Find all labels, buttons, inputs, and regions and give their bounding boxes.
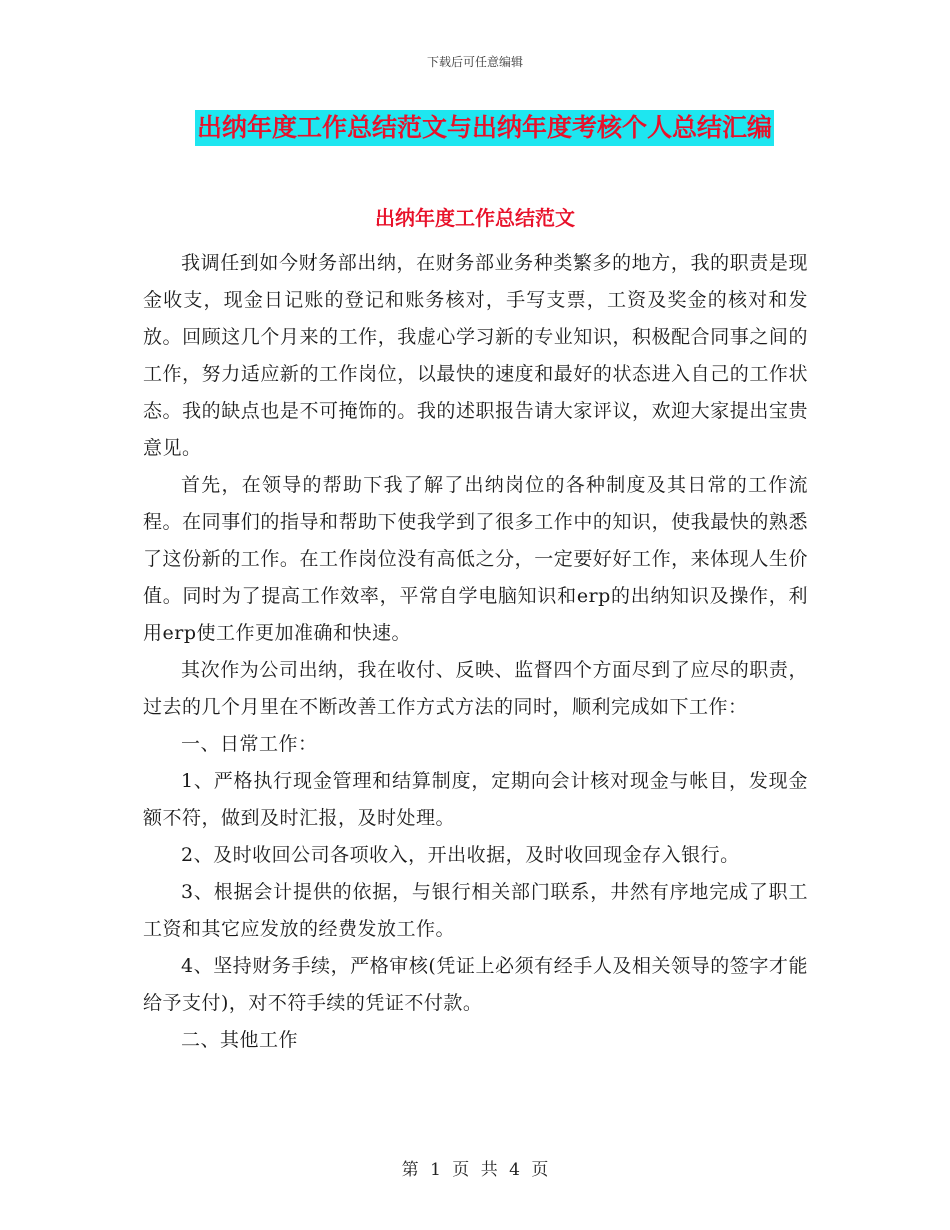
section-title: 出纳年度工作总结范文 <box>375 206 575 230</box>
paragraph: 4、坚持财务手续，严格审核(凭证上必须有经手人及相关领导的签字才能给予支付)，对不符手续的凭证不付款。 <box>143 955 808 1014</box>
paragraph: 1、严格执行现金管理和结算制度，定期向会计核对现金与帐目，发现金额不符，做到及时汇报，及时处理。 <box>143 770 808 829</box>
header-note: 下载后可任意编辑 <box>426 55 523 69</box>
paragraph: 其次作为公司出纳，我在收付、反映、监督四个方面尽到了应尽的职责，过去的几个月里在不断改善工作方式方法的同时，顺利完成如下工作： <box>143 659 808 718</box>
paragraph: 首先，在领导的帮助下我了解了出纳岗位的各种制度及其日常的工作流程。在同事们的指导和帮助下使我学到了很多工作中的知识，使我最快的熟悉了这份新的工作。在工作岗位没有高低之分，一定要好好工作，来体现人生价值。同时为了提高工作效率，平常自学电脑知识和erp的出纳知识及操作，利用erp使工作更加准确和快速。 <box>143 474 808 644</box>
document-title: 出纳年度工作总结范文与出纳年度考核个人总结汇编 <box>195 110 774 146</box>
paragraph: 3、根据会计提供的依据，与银行相关部门联系，井然有序地完成了职工工资和其它应发放的经费发放工作。 <box>143 881 808 940</box>
paragraph: 2、及时收回公司各项收入，开出收据，及时收回现金存入银行。 <box>181 844 740 866</box>
paragraph: 我调任到如今财务部出纳，在财务部业务种类繁多的地方，我的职责是现金收支，现金日记账的登记和账务核对，手写支票，工资及奖金的核对和发放。回顾这几个月来的工作，我虚心学习新的专业知识，积极配合同事之间的工作，努力适应新的工作岗位，以最快的速度和最好的状态进入自己的工作状态。我的缺点也是不可掩饰的。我的述职报告请大家评议，欢迎大家提出宝贵意见。 <box>143 252 808 459</box>
page-number: 第 1 页 共 4 页 <box>401 1160 549 1180</box>
body-text <box>143 245 808 1059</box>
paragraph: 一、日常工作： <box>181 733 318 755</box>
paragraph: 二、其他工作 <box>181 1029 299 1051</box>
